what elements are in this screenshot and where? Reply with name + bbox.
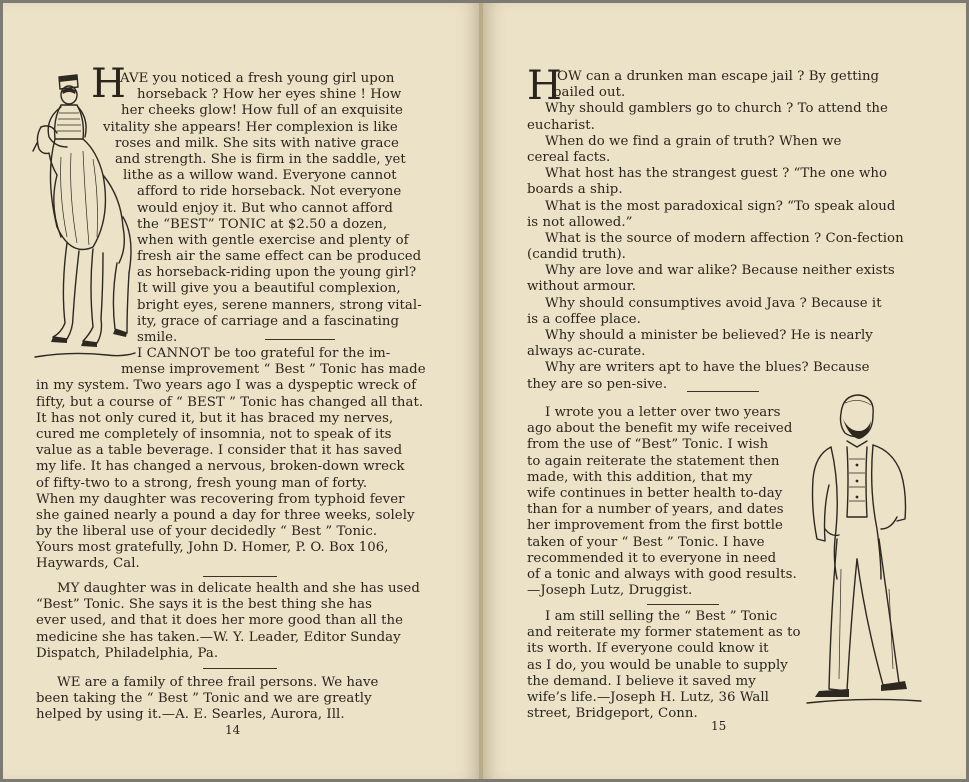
text-line: medicine she has taken.—W. Y. Leader, Editor Sunday xyxy=(36,629,401,645)
text-line: is a coffee place. xyxy=(527,311,641,327)
text-line: WE are a family of three frail persons. We have xyxy=(57,675,379,690)
text-line: When my daughter was recovering from typhoid fever xyxy=(36,491,405,507)
text-line: vitality she appears! Her complexion is like xyxy=(103,119,398,135)
text-line: “Best” Tonic. She says it is the best thing she has xyxy=(36,597,372,613)
text-line: her improvement from the first bottle xyxy=(527,518,783,534)
text-line: (candid truth). xyxy=(527,247,626,263)
girl-horseback-paragraph xyxy=(3,71,422,346)
text-line: boards a ship. xyxy=(527,182,623,198)
leader-testimonial xyxy=(3,581,420,662)
text-line: Why should a minister be believed? He is nearly xyxy=(545,328,873,343)
text-line: It has not only cured it, but it has braced my nerves, xyxy=(36,410,394,426)
text-line: —Joseph Lutz, Druggist. xyxy=(527,583,693,599)
text-line: without armour. xyxy=(527,279,637,295)
text-line: roses and milk. She sits with native grace xyxy=(115,135,399,151)
text-line: value as a table beverage. I consider that it has saved xyxy=(36,443,403,459)
left-page xyxy=(3,3,480,779)
text-line: her cheeks glow! How full of an exquisite xyxy=(121,103,403,119)
section-divider xyxy=(687,391,759,392)
text-line: wife continues in better health to-day xyxy=(527,485,783,501)
text-line: OW can a drunken man escape jail ? By getting xyxy=(557,69,880,84)
text-line: cured me completely of insomnia, not to speak of its xyxy=(36,426,392,442)
text-line: of a tonic and always with good results. xyxy=(527,566,797,582)
text-line: and reiterate my former statement as to xyxy=(527,625,801,641)
text-line: would enjoy it. But who cannot afford xyxy=(137,200,393,216)
homer-testimonial xyxy=(3,346,426,573)
text-line: than for a number of years, and dates xyxy=(527,502,784,518)
text-line: Yours most gratefully, John D. Homer, P. O. Box 106, xyxy=(36,540,389,556)
page-number-right: 15 xyxy=(711,719,727,733)
text-line: Why are writers apt to have the blues? Because xyxy=(545,360,870,376)
text-line: mense improvement “ Best ” Tonic has made xyxy=(121,362,426,378)
text-line: and strength. She is firm in the saddle, yet xyxy=(115,151,406,167)
text-line: I am still selling the “ Best ” Tonic xyxy=(545,609,778,624)
page-number-left: 14 xyxy=(225,723,241,737)
text-line: they are so pen-sive. xyxy=(527,376,668,392)
text-line: she gained nearly a pound a day for three weeks, solely xyxy=(36,507,415,523)
section-divider xyxy=(647,604,719,605)
text-line: ity, grace of carriage and a fascinating xyxy=(137,313,400,329)
section-divider xyxy=(203,576,277,577)
text-line: cereal facts. xyxy=(527,149,611,165)
text-line: ago about the benefit my wife received xyxy=(527,421,793,437)
text-line: smile. xyxy=(137,330,178,345)
riddles-list xyxy=(483,63,904,393)
text-line: by the liberal use of your decidedly “ Best ” Tonic. xyxy=(36,524,378,540)
text-line: street, Bridgeport, Conn. xyxy=(527,706,698,722)
lutz-selling-testimonial xyxy=(483,609,801,722)
text-line: MY daughter was in delicate health and she has used xyxy=(57,581,420,596)
text-line: AVE you noticed a fresh young girl upon xyxy=(120,71,395,86)
text-line: the demand. I believe it saved my xyxy=(527,673,756,689)
text-line: fifty, but a course of “ BEST ” Tonic has changed all that. xyxy=(36,394,424,410)
text-line: the “BEST” TONIC at $2.50 a dozen, xyxy=(137,216,388,232)
text-line: recommended it to everyone in need xyxy=(527,550,777,566)
text-line: taken of your “ Best ” Tonic. I have xyxy=(527,534,765,550)
text-line: when with gentle exercise and plenty of xyxy=(137,232,409,248)
text-line: as I do, you would be unable to supply xyxy=(527,657,788,673)
text-line: helped by using it.—A. E. Searles, Aurora, Ill. xyxy=(36,707,345,723)
searles-testimonial xyxy=(3,675,378,724)
booklet-spread xyxy=(3,3,966,779)
text-line: of fifty-two to a strong, fresh young man of forty. xyxy=(36,475,368,491)
text-line: Why are love and war alike? Because neither exists xyxy=(545,263,895,279)
text-line: bailed out. xyxy=(553,85,626,101)
text-line: is not allowed.” xyxy=(527,214,633,230)
text-line: What host has the strangest guest ? “The one who xyxy=(545,166,888,182)
riddles-drop-cap: H xyxy=(527,63,562,109)
section-divider xyxy=(203,668,277,669)
text-line: I wrote you a letter over two years xyxy=(545,405,781,420)
text-line: to again reiterate the statement then xyxy=(527,453,780,469)
text-line: ever used, and that it does her more good than all the xyxy=(36,613,404,629)
text-line: its worth. If everyone could know it xyxy=(527,641,769,657)
text-line: always ac-curate. xyxy=(527,344,646,360)
text-line: fresh air the same effect can be produced xyxy=(137,249,422,265)
text-line: lithe as a willow wand. Everyone cannot xyxy=(123,168,397,184)
text-line: When do we find a grain of truth? When we xyxy=(545,133,842,149)
text-line: What is the source of modern affection ? Con-fection xyxy=(545,230,904,246)
intro-drop-cap: H xyxy=(91,61,126,107)
bearded-gentleman-illustration xyxy=(801,389,927,719)
text-line: been taking the “ Best ” Tonic and we are greatly xyxy=(36,691,372,707)
text-line: eucharist. xyxy=(527,117,595,133)
text-line: Haywards, Cal. xyxy=(36,556,140,572)
text-line: wife’s life.—Joseph H. Lutz, 36 Wall xyxy=(527,689,769,705)
lutz-druggist-testimonial xyxy=(483,405,797,599)
text-line: Why should gamblers go to church ? To attend the xyxy=(545,101,888,117)
text-line: as horseback-riding upon the young girl? xyxy=(137,265,417,281)
text-line: from the use of “Best” Tonic. I wish xyxy=(527,437,769,453)
text-line: made, with this addition, that my xyxy=(527,469,753,485)
text-line: afford to ride horseback. Not everyone xyxy=(137,184,402,200)
section-divider xyxy=(265,339,335,340)
right-page xyxy=(483,3,966,779)
text-line: I CANNOT be too grateful for the im- xyxy=(137,346,391,361)
text-line: my life. It has changed a nervous, broken-down wreck xyxy=(36,459,405,475)
text-line: What is the most paradoxical sign? “To speak aloud xyxy=(545,198,896,214)
text-line: in my system. Two years ago I was a dyspeptic wreck of xyxy=(36,378,417,394)
text-line: Why should consumptives avoid Java ? Because it xyxy=(545,295,882,311)
text-line: bright eyes, serene manners, strong vital- xyxy=(137,297,422,313)
text-line: It will give you a beautiful complexion, xyxy=(137,281,401,297)
text-line: Dispatch, Philadelphia, Pa. xyxy=(36,645,219,661)
text-line: horseback ? How her eyes shine ! How xyxy=(137,87,402,103)
